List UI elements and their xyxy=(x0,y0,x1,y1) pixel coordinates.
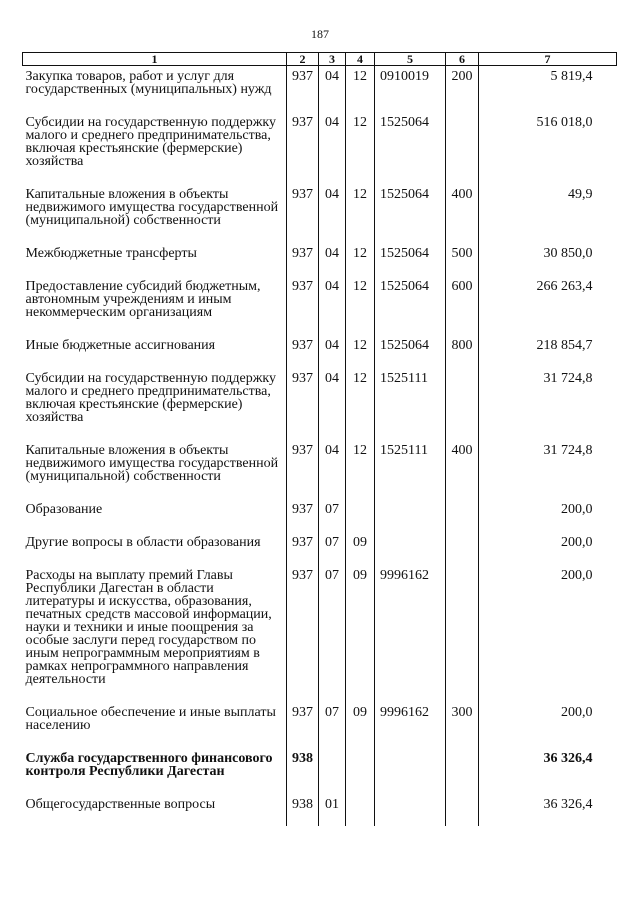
row-name-cell: Иные бюджетные ассигнования xyxy=(25,338,216,353)
row-amount-cell: 218 854,7 xyxy=(479,319,617,352)
row-expense-type-cell xyxy=(446,732,479,778)
table-row xyxy=(23,686,617,732)
row-subsection-cell: 12 xyxy=(346,66,375,97)
row-section-cell: 04 xyxy=(319,424,346,483)
row-amount-cell: 49,9 xyxy=(479,168,617,227)
row-code-cell: 937 xyxy=(287,319,319,352)
row-name-cell: Образование xyxy=(25,502,103,517)
row-section-cell: 04 xyxy=(319,260,346,319)
row-code-cell: 937 xyxy=(287,66,319,97)
row-name-cell: Межбюджетные трансферты xyxy=(25,246,197,261)
header-row xyxy=(23,53,617,66)
row-target-article-cell: 1525064 xyxy=(375,96,446,168)
row-target-article-cell: 1525064 xyxy=(375,260,446,319)
row-name-cell: Другие вопросы в области образования xyxy=(25,535,261,550)
row-code-cell: 938 xyxy=(287,778,319,826)
row-target-article-cell: 1525064 xyxy=(375,319,446,352)
row-target-article-cell xyxy=(375,732,446,778)
row-code-cell: 937 xyxy=(287,227,319,260)
row-section-cell: 04 xyxy=(319,66,346,97)
row-name-cell: Капитальные вложения в объекты недвижимого имущества государственной (муниципальной) собственности xyxy=(25,187,279,228)
row-subsection-cell: 09 xyxy=(346,516,375,549)
row-expense-type-cell: 600 xyxy=(446,260,479,319)
row-subsection-cell: 12 xyxy=(346,352,375,424)
row-expense-type-cell xyxy=(446,778,479,826)
row-subsection-cell: 12 xyxy=(346,424,375,483)
table-row xyxy=(23,549,617,686)
row-code-cell: 937 xyxy=(287,686,319,732)
row-amount-cell: 31 724,8 xyxy=(479,352,617,424)
row-section-cell xyxy=(319,732,346,778)
page-number: 187 xyxy=(311,27,329,41)
row-section-cell: 07 xyxy=(319,549,346,686)
row-expense-type-cell: 400 xyxy=(446,424,479,483)
row-section-cell: 04 xyxy=(319,168,346,227)
row-amount-cell: 36 326,4 xyxy=(479,732,617,778)
row-target-article-cell: 1525064 xyxy=(375,227,446,260)
row-expense-type-cell xyxy=(446,549,479,686)
row-target-article-cell: 1525111 xyxy=(375,424,446,483)
row-name-cell: Субсидии на государственную поддержку малого и среднего предпринимательства, включая крестьянские (фермерские) хозяйства xyxy=(25,115,277,169)
row-amount-cell: 200,0 xyxy=(479,483,617,516)
table-row xyxy=(23,778,617,826)
row-section-cell: 04 xyxy=(319,319,346,352)
table-row xyxy=(23,66,617,97)
row-name-cell: Закупка товаров, работ и услуг для государственных (муниципальных) нужд xyxy=(25,69,272,97)
row-amount-cell: 5 819,4 xyxy=(479,66,617,97)
row-subsection-cell xyxy=(346,778,375,826)
row-expense-type-cell xyxy=(446,96,479,168)
row-name-cell: Расходы на выплату премий Главы Республики Дагестан в области литературы и искусства, образования, печатных средств массовой информации, науки и техники и иные поощрения за особые заслуги перед государством по иным непрограммным мероприятиям в рамках непрограммного направления деятельности xyxy=(25,568,272,687)
row-amount-cell: 200,0 xyxy=(479,549,617,686)
table-row xyxy=(23,319,617,352)
row-code-cell: 937 xyxy=(287,352,319,424)
budget-table xyxy=(22,52,617,826)
column-header-4: 4 xyxy=(346,53,375,66)
row-expense-type-cell: 800 xyxy=(446,319,479,352)
table-row xyxy=(23,168,617,227)
row-subsection-cell: 09 xyxy=(346,549,375,686)
column-header-7: 7 xyxy=(479,53,617,66)
row-amount-cell: 31 724,8 xyxy=(479,424,617,483)
table-row xyxy=(23,352,617,424)
table-row xyxy=(23,516,617,549)
row-code-cell: 937 xyxy=(287,549,319,686)
table-row xyxy=(23,260,617,319)
row-section-cell: 07 xyxy=(319,483,346,516)
row-code-cell: 937 xyxy=(287,168,319,227)
row-section-cell: 04 xyxy=(319,227,346,260)
row-subsection-cell: 12 xyxy=(346,260,375,319)
row-target-article-cell: 1525111 xyxy=(375,352,446,424)
row-subsection-cell: 12 xyxy=(346,227,375,260)
row-code-cell: 937 xyxy=(287,260,319,319)
row-name-cell: Субсидии на государственную поддержку малого и среднего предпринимательства, включая крестьянские (фермерские) хозяйства xyxy=(25,371,277,425)
row-target-article-cell: 0910019 xyxy=(375,66,446,97)
row-subsection-cell xyxy=(346,732,375,778)
row-target-article-cell: 9996162 xyxy=(375,549,446,686)
row-name-cell: Социальное обеспечение и иные выплаты населению xyxy=(25,705,276,733)
table-row xyxy=(23,227,617,260)
row-expense-type-cell: 500 xyxy=(446,227,479,260)
table-row xyxy=(23,732,617,778)
row-target-article-cell: 1525064 xyxy=(375,168,446,227)
table-row xyxy=(23,424,617,483)
row-amount-cell: 200,0 xyxy=(479,686,617,732)
row-name-cell: Служба государственного финансового контроля Республики Дагестан xyxy=(25,751,273,779)
row-subsection-cell: 09 xyxy=(346,686,375,732)
row-subsection-cell: 12 xyxy=(346,96,375,168)
row-expense-type-cell: 200 xyxy=(446,66,479,97)
row-name-cell: Общегосударственные вопросы xyxy=(25,797,216,812)
column-header-3: 3 xyxy=(319,53,346,66)
row-target-article-cell xyxy=(375,778,446,826)
column-header-5: 5 xyxy=(375,53,446,66)
row-subsection-cell xyxy=(346,483,375,516)
row-name-cell: Предоставление субсидий бюджетным, автономным учреждениям и иным некоммерческим организациям xyxy=(25,279,261,320)
row-code-cell: 937 xyxy=(287,96,319,168)
row-code-cell: 937 xyxy=(287,483,319,516)
row-amount-cell: 516 018,0 xyxy=(479,96,617,168)
row-amount-cell: 30 850,0 xyxy=(479,227,617,260)
row-section-cell: 07 xyxy=(319,686,346,732)
table-row xyxy=(23,483,617,516)
row-name-cell: Капитальные вложения в объекты недвижимого имущества государственной (муниципальной) собственности xyxy=(25,443,279,484)
row-amount-cell: 36 326,4 xyxy=(479,778,617,826)
row-amount-cell: 200,0 xyxy=(479,516,617,549)
row-code-cell: 937 xyxy=(287,424,319,483)
row-section-cell: 01 xyxy=(319,778,346,826)
row-subsection-cell: 12 xyxy=(346,168,375,227)
row-target-article-cell xyxy=(375,516,446,549)
row-code-cell: 938 xyxy=(287,732,319,778)
row-section-cell: 04 xyxy=(319,352,346,424)
row-expense-type-cell: 400 xyxy=(446,168,479,227)
row-target-article-cell: 9996162 xyxy=(375,686,446,732)
row-expense-type-cell xyxy=(446,352,479,424)
column-header-2: 2 xyxy=(287,53,319,66)
row-expense-type-cell xyxy=(446,483,479,516)
row-target-article-cell xyxy=(375,483,446,516)
row-code-cell: 937 xyxy=(287,516,319,549)
column-header-1: 1 xyxy=(23,53,287,66)
row-section-cell: 07 xyxy=(319,516,346,549)
row-expense-type-cell: 300 xyxy=(446,686,479,732)
row-subsection-cell: 12 xyxy=(346,319,375,352)
row-amount-cell: 266 263,4 xyxy=(479,260,617,319)
column-header-6: 6 xyxy=(446,53,479,66)
table-row xyxy=(23,96,617,168)
table-body xyxy=(23,66,617,827)
row-expense-type-cell xyxy=(446,516,479,549)
row-section-cell: 04 xyxy=(319,96,346,168)
